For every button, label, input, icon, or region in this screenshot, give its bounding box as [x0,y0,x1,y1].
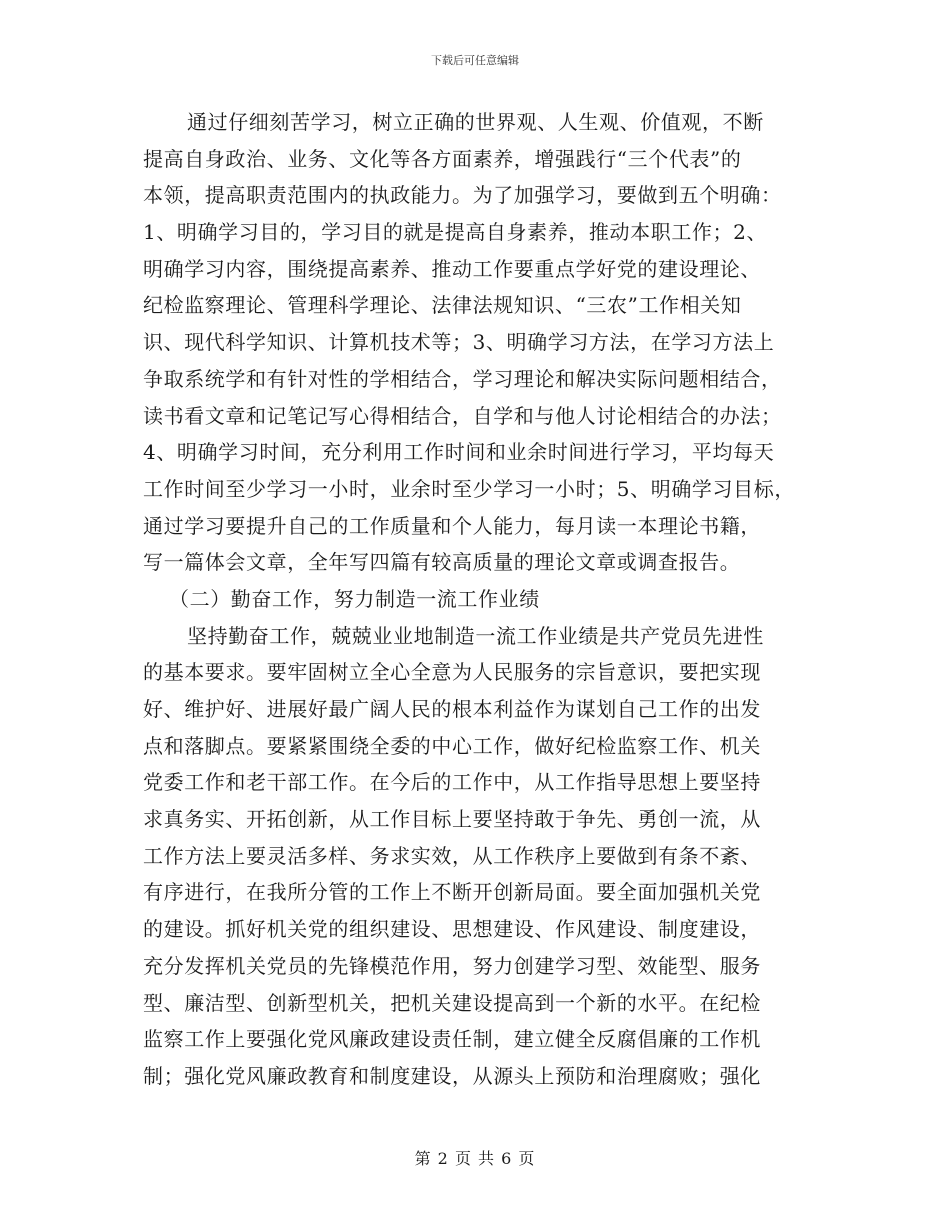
paragraph-line: 明确学习内容，围绕提高素养、推动工作要重点学好党的建设理论、 [143,256,761,281]
paragraph-line: 监察工作上要强化党风廉政建设责任制，建立健全反腐倡廉的工作机 [143,1027,761,1052]
paragraph-line: 写一篇体会文章，全年写四篇有较高质量的理论文章或调查报告。 [143,550,741,575]
paragraph-line: 充分发挥机关党员的先锋模范作用，努力创建学习型、效能型、服务 [143,953,761,978]
paragraph-line: 纪检监察理论、管理科学理论、法律法规知识、“三农”工作相关知 [143,293,742,318]
paragraph-line: 识、现代科学知识、计算机技术等；3、明确学习方法，在学习方法上 [143,330,775,355]
paragraph-line: 点和落脚点。要紧紧围绕全委的中心工作，做好纪检监察工作、机关 [143,733,761,758]
section-heading: （二）勤奋工作，努力制造一流工作业绩 [169,586,540,611]
paragraph-line: 1、明确学习目的，学习目的就是提高自身素养，推动本职工作；2、 [143,220,768,245]
paragraph-line: 工作方法上要灵活多样、务求实效，从工作秩序上要做到有条不紊、 [143,843,761,868]
paragraph-line: 工作时间至少学习一小时，业余时至少学习一小时；5、明确学习目标， [143,476,795,501]
paragraph-line: 通过仔细刻苦学习，树立正确的世界观、人生观、价值观，不断 [187,110,764,134]
paragraph-line: 求真务实、开拓创新，从工作目标上要坚持敢于争先、勇创一流，从 [143,807,761,832]
paragraph-line: 坚持勤奋工作，兢兢业业地制造一流工作业绩是共产党员先进性 [187,623,764,648]
paragraph-line: 型、廉洁型、创新型机关，把机关建设提高到一个新的水平。在纪检 [143,990,761,1015]
paragraph-line: 本领，提高职责范围内的执政能力。为了加强学习，要做到五个明确： [143,183,782,208]
paragraph-line: 的建设。抓好机关党的组织建设、思想建设、作风建设、制度建设， [143,917,761,942]
paragraph-line: 提高自身政治、业务、文化等各方面素养，增强践行“三个代表”的 [143,146,742,171]
paragraph-line: 有序进行，在我所分管的工作上不断开创新局面。要全面加强机关党 [143,880,761,905]
paragraph-line: 争取系统学和有针对性的学相结合，学习理论和解决实际问题相结合， [143,366,782,391]
paragraph-line: 4、明确学习时间，充分利用工作时间和业余时间进行学习，平均每天 [143,440,775,465]
document-body [143,104,815,1095]
paragraph-line: 党委工作和老干部工作。在今后的工作中，从工作指导思想上要坚持 [143,770,761,795]
paragraph-line: 的基本要求。要牢固树立全心全意为人民服务的宗旨意识，要把实现 [143,660,761,685]
paragraph-line: 通过学习要提升自己的工作质量和个人能力，每月读一本理论书籍， [143,513,761,538]
page-header-note: 下载后可任意编辑 [431,54,519,67]
paragraph-line: 读书看文章和记笔记写心得相结合，自学和与他人讨论相结合的办法； [143,403,782,428]
page-footer-number: 第 2 页 共 6 页 [414,1149,536,1168]
paragraph-line: 好、维护好、进展好最广阔人民的根本利益作为谋划自己工作的出发 [143,697,761,721]
paragraph-line: 制；强化党风廉政教育和制度建设，从源头上预防和治理腐败；强化 [143,1063,761,1088]
